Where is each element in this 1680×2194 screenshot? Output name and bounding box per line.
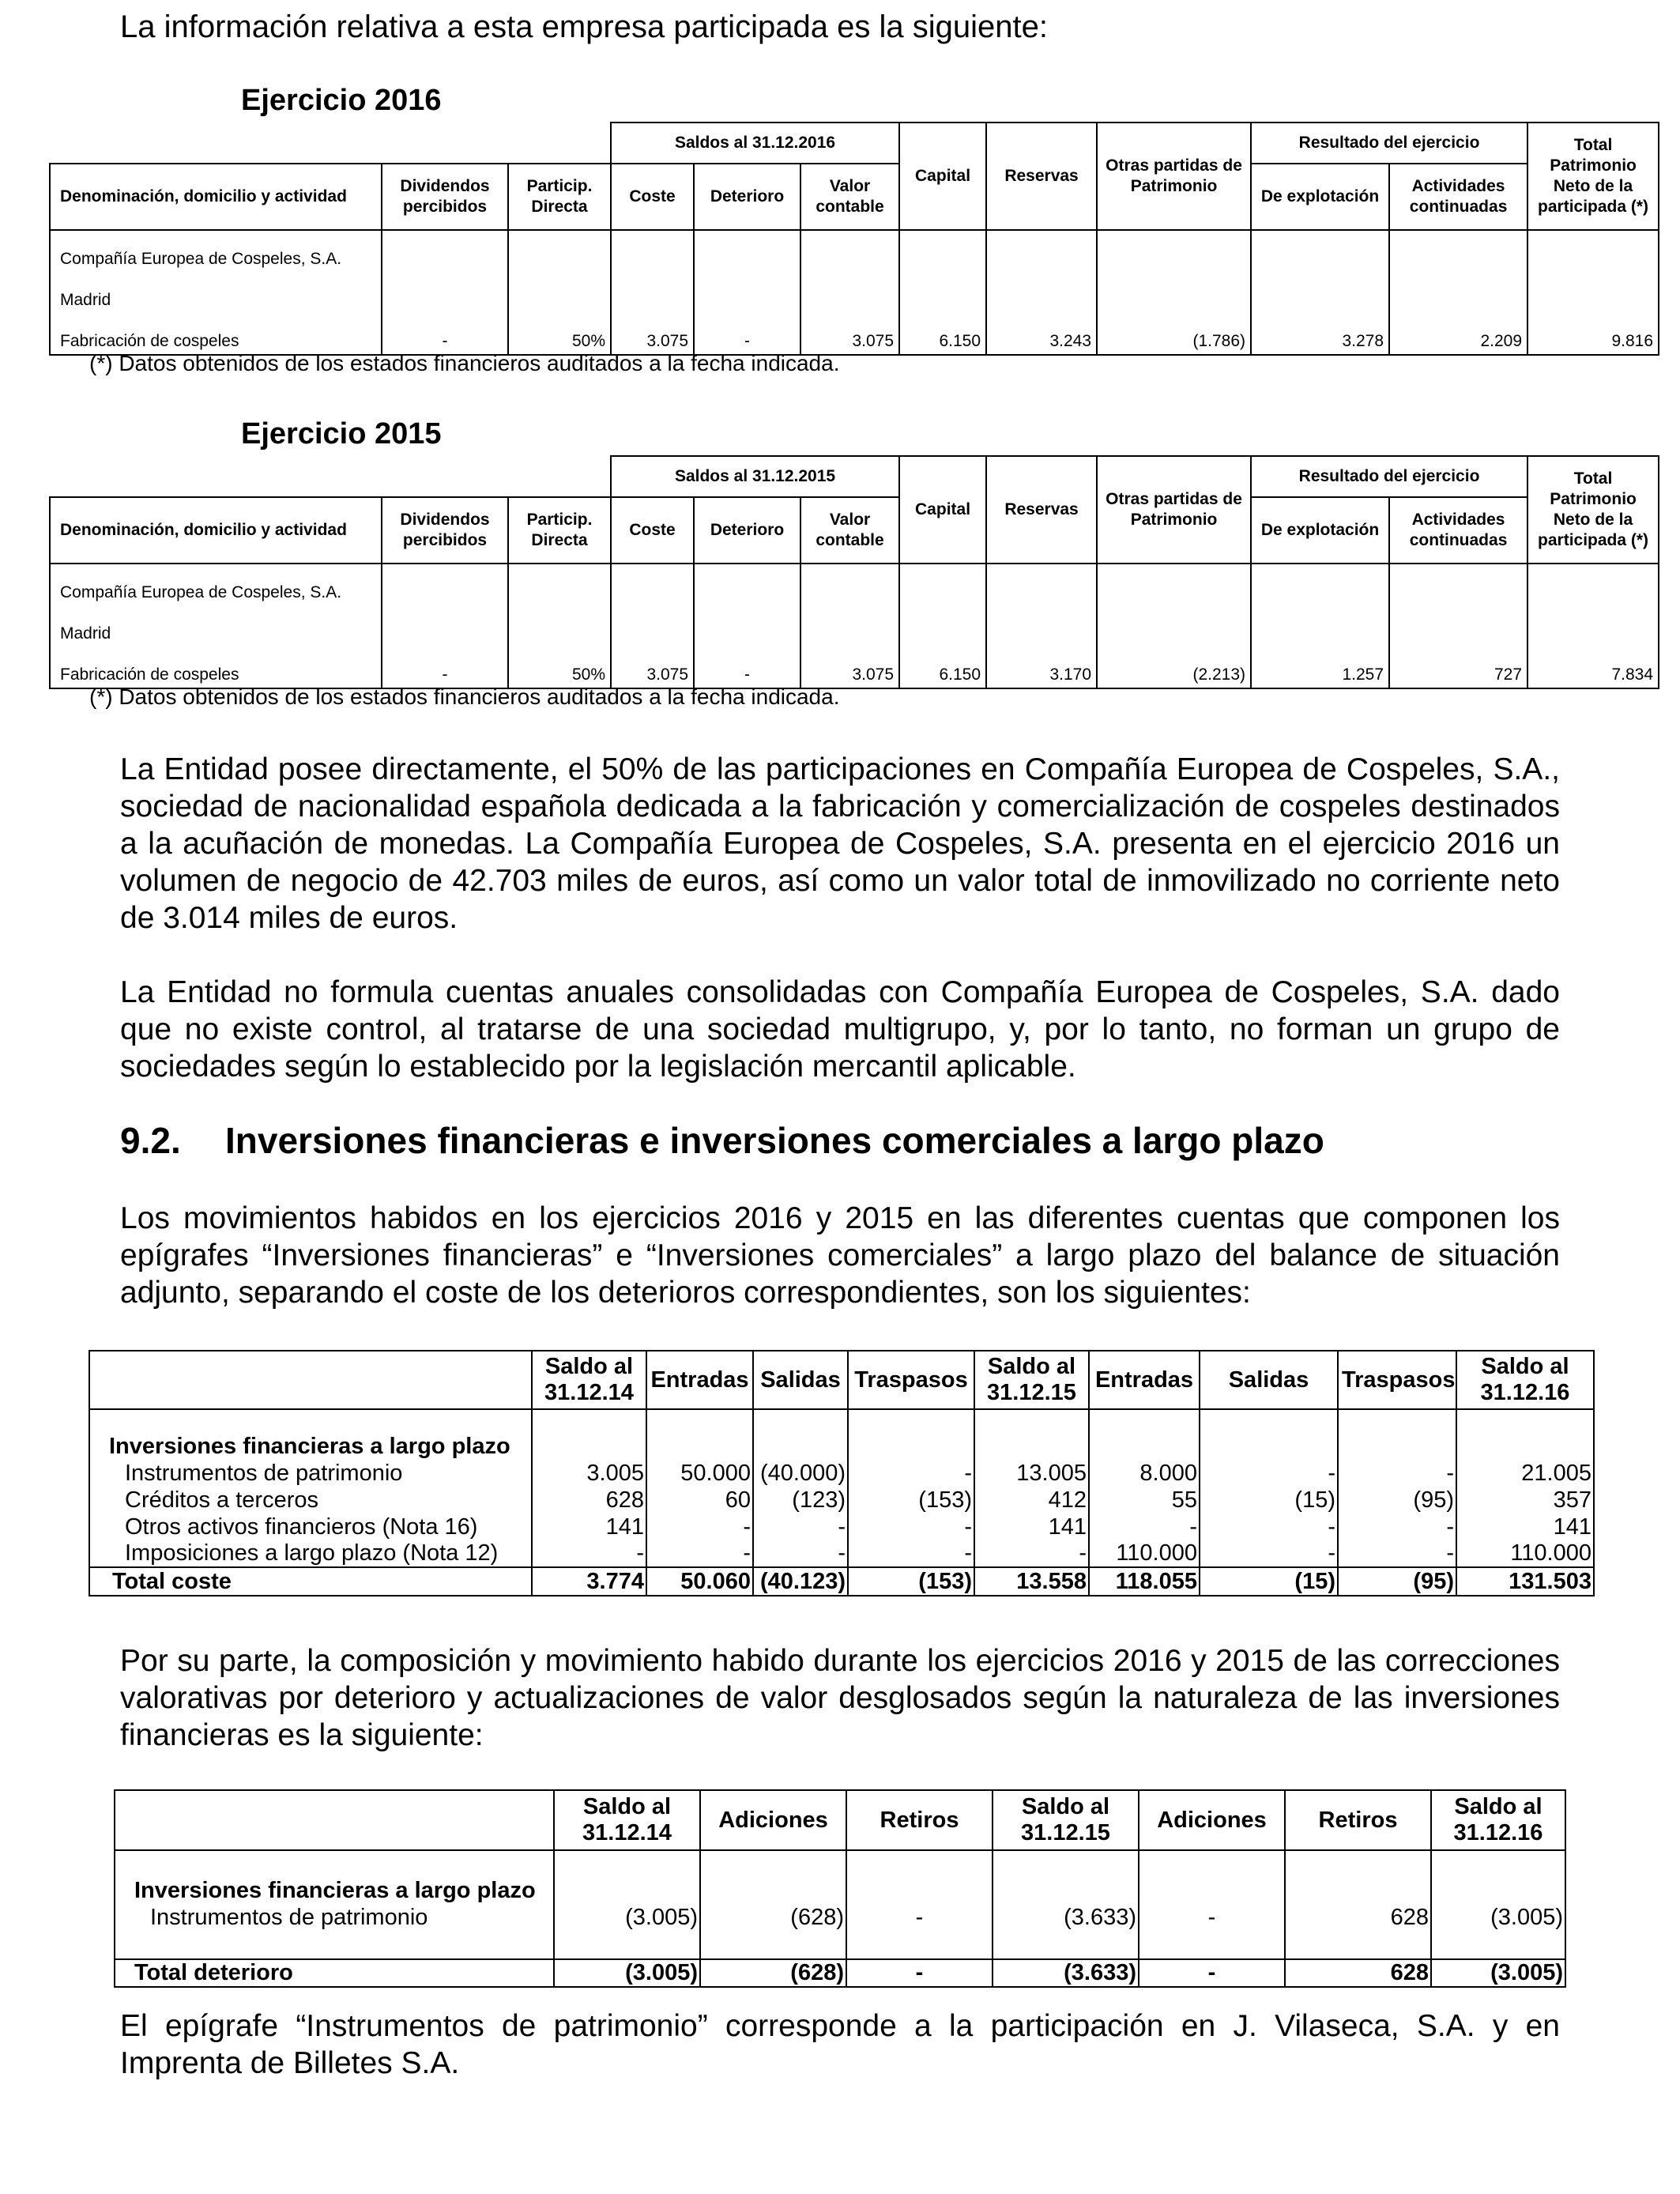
value-cell: (95) [1338,1487,1456,1514]
group-label: Inversiones financieras a largo plazo [89,1433,532,1460]
company-city: Madrid [50,605,382,647]
total-cell: (3.005) [1431,1959,1565,1987]
value-cell: 8.000 [1089,1460,1200,1487]
footnote-2016: (*) Datos obtenidos de los estados financieros auditados a la fecha indicada. [89,351,840,375]
value-cell: 50% [508,647,611,688]
total-cell: - [1139,1959,1285,1987]
value-cell: - [974,1540,1089,1567]
explotacion-header: De explotación [1251,164,1389,230]
value-cell: 60 [646,1487,753,1514]
value-cell: 3.005 [532,1460,646,1487]
value-cell: 628 [532,1487,646,1514]
value-cell: 110.000 [1089,1540,1200,1567]
value-cell: (628) [700,1904,846,1931]
value-cell: - [846,1904,993,1931]
total-row-label: Total deterioro [115,1959,554,1987]
paragraph-participacion: La Entidad posee directamente, el 50% de las participaciones en Compañía Europea de Cospeles, S.A., sociedad de nacionalidad española dedicada a la fabricación y comercialización de cospeles destinados a la acuñación de monedas. La Compañía Europea de Cospeles, S.A. presenta en el ejercicio 2016 un volumen de negocio de 42.703 miles de euros, así como un valor total de inmovilizado no corriente neto de 3.014 miles de euros. [120,752,1560,935]
paragraph-consolidacion: La Entidad no formula cuentas anuales consolidadas con Compañía Europea de Cospeles, S.A. dado que no existe control, al tratarse de una sociedad multigrupo, y, por lo tanto, no forman un grupo de sociedades según lo establecido por la legislación mercantil aplicable. [120,975,1560,1084]
value-cell: 50% [508,313,611,355]
company-name: Compañía Europea de Cospeles, S.A. [50,230,382,272]
value-cell: 50.000 [646,1460,753,1487]
col-header: Saldo al 31.12.16 [1431,1790,1565,1850]
col-header: Traspasos [1338,1351,1456,1409]
total-cell: (95) [1338,1567,1456,1596]
value-cell: (123) [753,1487,848,1514]
value-cell: 13.005 [974,1460,1089,1487]
row-label: Instrumentos de patrimonio [89,1460,532,1487]
col-header: Entradas [1089,1351,1200,1409]
col-header: Salidas [1200,1351,1338,1409]
row-label: Imposiciones a largo plazo (Nota 12) [89,1540,532,1567]
participada-table-2016 [49,122,1659,356]
col-header: Salidas [753,1351,848,1409]
company-name: Compañía Europea de Cospeles, S.A. [50,564,382,605]
otras-header: Otras partidas de Patrimonio [1097,123,1251,230]
value-cell: 7.834 [1527,647,1659,688]
denominacion-header: Denominación, domicilio y actividad [50,164,382,230]
actividades-header: Actividades continuadas [1389,497,1527,564]
value-cell: (153) [848,1487,974,1514]
value-cell: (2.213) [1097,647,1251,688]
total-cell: (40.123) [753,1567,848,1596]
intro-text: La información relativa a esta empresa participada es la siguiente: [120,9,1048,44]
value-cell: (3.005) [1431,1904,1565,1931]
paragraph-instrumentos: El epígrafe “Instrumentos de patrimonio” corresponde a la participación en J. Vilaseca, S.A. y en Imprenta de Billetes S.A. [120,2009,1560,2080]
deterioro-header: Deterioro [694,497,800,564]
value-cell: 55 [1089,1487,1200,1514]
valor-header: Valor contable [800,497,899,564]
value-cell: 141 [532,1514,646,1540]
value-cell: - [694,313,800,355]
total-patrimonio-header: Total Patrimonio Neto de la participada (*) [1527,456,1659,564]
col-header: Saldo al 31.12.15 [993,1790,1139,1850]
value-cell: - [1089,1514,1200,1540]
value-cell: 412 [974,1487,1089,1514]
paragraph-deterioro: Por su parte, la composición y movimiento habido durante los ejercicios 2016 y 2015 de las correcciones valorativas por deterioro y actualizaciones de valor desglosados según la naturaleza de las inversiones financieras es la siguiente: [120,1644,1560,1752]
value-cell: 3.243 [986,313,1097,355]
value-cell: - [1200,1540,1338,1567]
value-cell: 9.816 [1527,313,1659,355]
total-cell: (15) [1200,1567,1338,1596]
col-header: Adiciones [700,1790,846,1850]
dividendos-header: Dividendos percibidos [382,497,508,564]
value-cell: 357 [1456,1487,1594,1514]
saldos-header: Saldos al 31.12.2015 [611,456,899,497]
reservas-header: Reservas [986,456,1097,564]
total-cell: (153) [848,1567,974,1596]
capital-header: Capital [899,456,986,564]
total-row-label: Total coste [89,1567,532,1596]
participada-table-2015 [49,455,1659,689]
total-cell: 13.558 [974,1567,1089,1596]
value-cell: (1.786) [1097,313,1251,355]
value-cell: - [1338,1540,1456,1567]
col-header: Adiciones [1139,1790,1285,1850]
particip-header: Particip. Directa [508,497,611,564]
value-cell: 110.000 [1456,1540,1594,1567]
footnote-2015: (*) Datos obtenidos de los estados financieros auditados a la fecha indicada. [89,684,840,709]
total-cell: (3.633) [993,1959,1139,1987]
saldos-header: Saldos al 31.12.2016 [611,123,899,164]
value-cell: 1.257 [1251,647,1389,688]
value-cell: 3.170 [986,647,1097,688]
company-activity: Fabricación de cospeles [50,647,382,688]
value-cell: 6.150 [899,647,986,688]
value-cell: 21.005 [1456,1460,1594,1487]
value-cell: (3.633) [993,1904,1139,1931]
capital-header: Capital [899,123,986,230]
value-cell: - [1139,1904,1285,1931]
total-patrimonio-header: Total Patrimonio Neto de la participada (*) [1527,123,1659,230]
value-cell: 141 [1456,1514,1594,1540]
value-cell: 3.075 [611,313,694,355]
value-cell: - [646,1514,753,1540]
row-label: Otros activos financieros (Nota 16) [89,1514,532,1540]
col-header: Traspasos [848,1351,974,1409]
total-cell: (3.005) [554,1959,700,1987]
value-cell: (15) [1200,1487,1338,1514]
total-cell: 628 [1285,1959,1431,1987]
value-cell: (40.000) [753,1460,848,1487]
ejercicio-2016-title: Ejercicio 2016 [241,84,442,117]
value-cell: 727 [1389,647,1527,688]
denominacion-header: Denominación, domicilio y actividad [50,497,382,564]
value-cell: - [1338,1460,1456,1487]
value-cell: - [1338,1514,1456,1540]
value-cell: - [848,1540,974,1567]
value-cell: 3.278 [1251,313,1389,355]
value-cell: 628 [1285,1904,1431,1931]
row-label: Instrumentos de patrimonio [115,1904,554,1931]
group-label: Inversiones financieras a largo plazo [115,1877,554,1904]
value-cell: - [1200,1460,1338,1487]
section-heading [120,1119,1324,1162]
value-cell: 141 [974,1514,1089,1540]
coste-header: Coste [611,497,694,564]
explotacion-header: De explotación [1251,497,1389,564]
col-header: Entradas [646,1351,753,1409]
value-cell: - [1200,1514,1338,1540]
deterioro-movements-table [114,1789,1566,1988]
actividades-header: Actividades continuadas [1389,164,1527,230]
value-cell: 6.150 [899,313,986,355]
resultado-header: Resultado del ejercicio [1251,456,1527,497]
row-label: Créditos a terceros [89,1487,532,1514]
col-header: Retiros [1285,1790,1431,1850]
col-header: Saldo al 31.12.15 [974,1351,1089,1409]
dividendos-header: Dividendos percibidos [382,164,508,230]
value-cell: - [753,1514,848,1540]
value-cell: - [646,1540,753,1567]
otras-header: Otras partidas de Patrimonio [1097,456,1251,564]
deterioro-header: Deterioro [694,164,800,230]
value-cell: - [382,647,508,688]
total-cell: (628) [700,1959,846,1987]
company-activity: Fabricación de cospeles [50,313,382,355]
value-cell: - [753,1540,848,1567]
resultado-header: Resultado del ejercicio [1251,123,1527,164]
total-cell: 118.055 [1089,1567,1200,1596]
total-cell: 3.774 [532,1567,646,1596]
col-header: Saldo al 31.12.14 [554,1790,700,1850]
particip-header: Particip. Directa [508,164,611,230]
value-cell: 3.075 [800,313,899,355]
value-cell: - [532,1540,646,1567]
value-cell: 2.209 [1389,313,1527,355]
total-cell: - [846,1959,993,1987]
coste-header: Coste [611,164,694,230]
col-header: Saldo al 31.12.16 [1456,1351,1594,1409]
value-cell: (3.005) [554,1904,700,1931]
valor-header: Valor contable [800,164,899,230]
col-header: Retiros [846,1790,993,1850]
coste-movements-table [89,1350,1595,1596]
value-cell: - [694,647,800,688]
col-header: Saldo al 31.12.14 [532,1351,646,1409]
value-cell: 3.075 [800,647,899,688]
value-cell: - [848,1460,974,1487]
total-cell: 131.503 [1456,1567,1594,1596]
company-city: Madrid [50,272,382,313]
paragraph-movimientos: Los movimientos habidos en los ejercicios 2016 y 2015 en las diferentes cuentas que componen los epígrafes “Inversiones financieras” e “Inversiones comerciales” a largo plazo del balance de situación adjunto, separando el coste de los deterioros correspondientes, son los siguientes: [120,1201,1560,1310]
section-title: Inversiones financieras e inversiones comerciales a largo plazo [225,1120,1324,1161]
total-cell: 50.060 [646,1567,753,1596]
reservas-header: Reservas [986,123,1097,230]
value-cell: - [382,313,508,355]
value-cell: 3.075 [611,647,694,688]
ejercicio-2015-title: Ejercicio 2015 [241,417,442,450]
value-cell: - [848,1514,974,1540]
section-number: 9.2. [120,1120,181,1161]
